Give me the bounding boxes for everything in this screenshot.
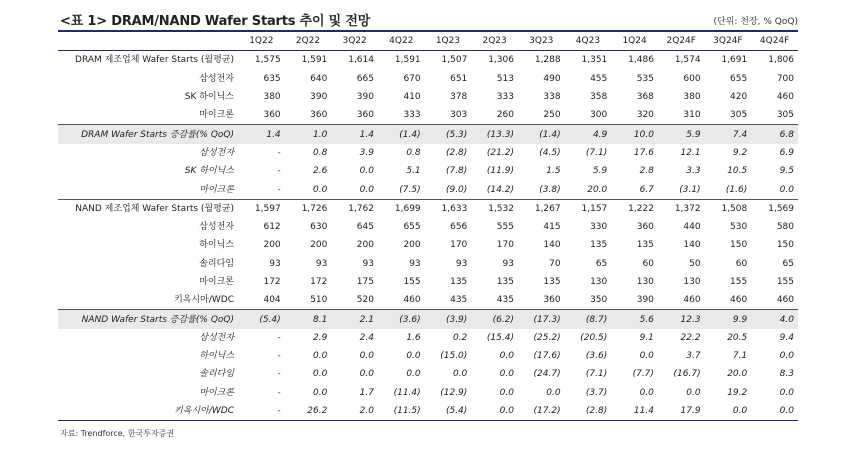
- value-cell: 60: [642, 258, 654, 269]
- value-cell: 0.0: [499, 369, 514, 380]
- value-cell: 0.0: [546, 387, 561, 398]
- row-label: 솔리다임: [199, 369, 235, 380]
- value-cell: (5.4): [425, 402, 472, 421]
- value-cell: 305: [730, 110, 748, 121]
- value-cell: 380: [683, 92, 701, 103]
- value-cell: 250: [543, 110, 561, 121]
- column-header: 1Q22: [249, 36, 274, 47]
- table-row: [58, 384, 798, 402]
- value-cell: 50: [689, 258, 701, 269]
- value-cell: 1,726: [285, 199, 332, 218]
- value-cell: (21.2): [486, 147, 514, 158]
- value-cell: (2.8): [565, 402, 612, 421]
- column-header: 2Q22: [295, 36, 321, 47]
- value-cell: 0.0: [471, 402, 518, 421]
- value-cell: 390: [636, 295, 654, 306]
- value-cell: 172: [310, 277, 328, 287]
- value-cell: 1,486: [628, 55, 654, 66]
- value-cell: 6.9: [779, 147, 794, 158]
- value-cell: (14.2): [486, 184, 514, 195]
- value-cell: (11.4): [393, 387, 421, 398]
- value-cell: (3.8): [539, 184, 561, 195]
- value-cell: 2.4: [359, 332, 374, 343]
- header-label-cell: [58, 31, 238, 51]
- value-cell: 305: [776, 110, 794, 121]
- value-cell: 10.0: [611, 125, 658, 144]
- value-cell: 175: [356, 277, 374, 287]
- value-cell: 9.1: [639, 332, 654, 343]
- value-cell: (3.7): [585, 387, 608, 398]
- value-cell: (8.7): [565, 310, 612, 329]
- table-row: [58, 365, 798, 383]
- value-cell: 404: [263, 295, 281, 306]
- value-cell: 12.1: [680, 147, 701, 158]
- row-label: 마이크론: [199, 277, 235, 287]
- value-cell: 2.8: [639, 166, 654, 177]
- value-cell: 8.1: [285, 310, 332, 329]
- table-row: [58, 218, 798, 236]
- value-cell: 555: [496, 222, 514, 233]
- value-cell: 415: [543, 222, 561, 233]
- table-row: [58, 255, 798, 273]
- value-cell: (17.3): [518, 310, 565, 329]
- value-cell: 22.2: [680, 332, 701, 343]
- value-cell: 0.0: [705, 402, 752, 421]
- row-label: 키옥시아/WDC: [174, 295, 235, 306]
- value-cell: 1,372: [658, 199, 705, 218]
- value-cell: (5.3): [425, 125, 472, 144]
- value-cell: 360: [543, 295, 561, 306]
- value-cell: 8.3: [779, 369, 794, 380]
- column-header: 1Q23: [435, 36, 461, 47]
- value-cell: 2.1: [331, 310, 378, 329]
- value-cell: 303: [450, 110, 468, 121]
- column-header: 4Q23: [575, 36, 601, 47]
- column-header: 4Q22: [389, 36, 414, 47]
- value-cell: 5.9: [592, 166, 608, 177]
- value-cell: 150: [730, 240, 748, 251]
- value-cell: (17.6): [533, 351, 561, 362]
- value-cell: 0.0: [779, 387, 794, 398]
- value-cell: (7.1): [585, 369, 608, 380]
- value-cell: (9.0): [445, 184, 468, 195]
- value-cell: 155: [403, 277, 421, 287]
- value-cell: (7.8): [445, 166, 468, 177]
- value-cell: 640: [310, 73, 328, 84]
- value-cell: 1,614: [348, 55, 374, 66]
- value-cell: 7.1: [732, 351, 748, 362]
- value-cell: 17.9: [658, 402, 705, 421]
- value-cell: (1.4): [518, 125, 565, 144]
- value-cell: 435: [496, 295, 514, 306]
- value-cell: 93: [315, 258, 328, 269]
- value-cell: 0.0: [499, 387, 514, 398]
- value-cell: -: [238, 402, 285, 421]
- value-cell: 1,508: [705, 199, 752, 218]
- table-row: [58, 236, 798, 254]
- value-cell: (15.0): [440, 351, 468, 362]
- value-cell: 0.0: [359, 166, 374, 177]
- value-cell: 1,574: [674, 55, 701, 66]
- value-cell: 310: [683, 110, 701, 121]
- value-cell: 0.0: [779, 184, 794, 195]
- table-row: [58, 199, 798, 218]
- value-cell: 460: [403, 295, 421, 306]
- value-cell: 1,691: [721, 55, 748, 66]
- value-cell: (3.6): [378, 310, 425, 329]
- table-row: [58, 347, 798, 365]
- value-cell: 10.5: [727, 166, 748, 177]
- value-cell: 700: [776, 73, 794, 84]
- value-cell: 440: [683, 222, 701, 233]
- value-cell: 320: [636, 110, 654, 121]
- value-cell: -: [277, 351, 281, 362]
- value-cell: 260: [496, 110, 514, 121]
- value-cell: 26.2: [285, 402, 332, 421]
- value-cell: 60: [735, 258, 748, 269]
- value-cell: 7.4: [705, 125, 752, 144]
- value-cell: 1,569: [751, 199, 798, 218]
- column-header: 3Q22: [342, 36, 367, 47]
- table-row: [58, 162, 798, 180]
- row-label: DRAM 제조업체 Wafer Starts (월평균): [75, 55, 235, 66]
- value-cell: 4.9: [565, 125, 612, 144]
- value-cell: 656: [450, 222, 468, 233]
- value-cell: 1,591: [394, 55, 421, 66]
- value-cell: 612: [263, 222, 281, 233]
- value-cell: 300: [590, 110, 608, 121]
- value-cell: 130: [590, 277, 608, 287]
- column-header: 1Q24: [622, 36, 647, 47]
- table-row: [58, 402, 798, 421]
- row-label: DRAM Wafer Starts 증감률(% QoQ): [58, 125, 238, 144]
- value-cell: 0.0: [779, 351, 794, 362]
- column-header: 2Q24F: [666, 36, 696, 47]
- value-cell: 135: [590, 240, 608, 251]
- value-cell: 140: [683, 240, 701, 251]
- value-cell: 0.0: [452, 369, 468, 380]
- value-cell: -: [277, 147, 281, 158]
- value-cell: 1,157: [565, 199, 612, 218]
- value-cell: 1,806: [768, 55, 794, 66]
- value-cell: (25.2): [533, 332, 561, 343]
- value-cell: 0.0: [313, 387, 328, 398]
- row-label: 마이크론: [199, 387, 235, 398]
- value-cell: 0.2: [452, 332, 468, 343]
- value-cell: 580: [776, 222, 794, 233]
- value-cell: 510: [310, 295, 328, 306]
- value-cell: 2.6: [313, 166, 328, 177]
- value-cell: 460: [730, 295, 748, 306]
- value-cell: 0.8: [406, 147, 421, 158]
- value-cell: (16.7): [673, 369, 701, 380]
- value-cell: 170: [450, 240, 468, 251]
- value-cell: 1,699: [378, 199, 425, 218]
- value-cell: 6.8: [751, 125, 798, 144]
- value-cell: 3.7: [686, 351, 701, 362]
- value-cell: 333: [403, 110, 421, 121]
- value-cell: 4.0: [751, 310, 798, 329]
- value-cell: 135: [450, 277, 468, 287]
- table-row: [58, 329, 798, 347]
- value-cell: 172: [263, 277, 281, 287]
- value-cell: 20.0: [727, 369, 748, 380]
- value-cell: 360: [263, 110, 281, 121]
- table-row: [58, 273, 798, 291]
- row-label: SK 하이닉스: [184, 166, 235, 177]
- value-cell: 368: [636, 92, 654, 103]
- value-cell: 635: [263, 73, 281, 84]
- row-label: NAND Wafer Starts 증감률(% QoQ): [58, 310, 238, 329]
- value-cell: 65: [782, 258, 794, 269]
- value-cell: 0.0: [639, 351, 654, 362]
- value-cell: (12.9): [440, 387, 468, 398]
- value-cell: 155: [776, 277, 794, 287]
- value-cell: 20.5: [727, 332, 748, 343]
- value-cell: 655: [403, 222, 421, 233]
- value-cell: 150: [776, 240, 794, 251]
- value-cell: 200: [263, 240, 281, 251]
- table-row: [58, 180, 798, 199]
- value-cell: 135: [496, 277, 514, 287]
- value-cell: 0.8: [313, 147, 328, 158]
- table-row: [58, 144, 798, 162]
- value-cell: -: [277, 332, 281, 343]
- value-cell: 1.4: [238, 125, 285, 144]
- value-cell: 6.7: [639, 184, 654, 195]
- value-cell: 1,222: [611, 199, 658, 218]
- value-cell: 3.9: [359, 147, 374, 158]
- row-label: 삼성전자: [199, 147, 235, 158]
- value-cell: 0.0: [406, 351, 421, 362]
- value-cell: 0.0: [359, 184, 374, 195]
- value-cell: 390: [356, 92, 374, 103]
- value-cell: -: [277, 166, 281, 177]
- value-cell: 410: [403, 92, 421, 103]
- value-cell: 435: [450, 295, 468, 306]
- value-cell: (7.5): [399, 184, 421, 195]
- table-row: [58, 88, 798, 106]
- value-cell: 0.0: [751, 402, 798, 421]
- value-cell: 455: [590, 73, 608, 84]
- value-cell: 330: [590, 222, 608, 233]
- column-header: 4Q24F: [759, 36, 790, 47]
- value-cell: 360: [356, 110, 374, 121]
- value-cell: 130: [683, 277, 701, 287]
- table-title: <표 1> DRAM/NAND Wafer Starts 추이 및 전망: [60, 14, 371, 29]
- table-row: [58, 125, 798, 144]
- value-cell: 645: [356, 222, 374, 233]
- value-cell: 350: [590, 295, 608, 306]
- value-cell: (7.1): [585, 147, 608, 158]
- value-cell: 5.1: [406, 166, 421, 177]
- value-cell: 490: [543, 73, 561, 84]
- value-cell: 513: [496, 73, 514, 84]
- value-cell: 460: [683, 295, 701, 306]
- value-cell: 0.0: [499, 351, 514, 362]
- value-cell: 9.4: [779, 332, 794, 343]
- value-cell: 2.0: [331, 402, 378, 421]
- value-cell: 460: [776, 92, 794, 103]
- value-cell: 630: [310, 222, 328, 233]
- value-cell: 140: [543, 240, 561, 251]
- row-label: 마이크론: [199, 184, 235, 195]
- value-cell: 200: [403, 240, 421, 251]
- value-cell: 135: [543, 277, 561, 287]
- value-cell: 1,591: [301, 55, 328, 66]
- row-label: 키옥시아/WDC: [58, 402, 238, 421]
- value-cell: 70: [549, 258, 561, 269]
- value-cell: 1.5: [546, 166, 561, 177]
- value-cell: 530: [730, 222, 748, 233]
- wafer-starts-table: [58, 30, 798, 421]
- value-cell: 93: [502, 258, 514, 269]
- value-cell: 9.5: [779, 166, 794, 177]
- table-row: [58, 310, 798, 329]
- value-cell: 670: [403, 73, 421, 84]
- value-cell: 17.6: [633, 147, 654, 158]
- value-cell: 520: [356, 295, 374, 306]
- value-cell: 5.9: [658, 125, 705, 144]
- value-cell: 130: [636, 277, 654, 287]
- table-row: [58, 51, 798, 70]
- value-cell: 1.6: [406, 332, 421, 343]
- value-cell: 360: [636, 222, 654, 233]
- value-cell: (3.1): [679, 184, 701, 195]
- header-row: [58, 31, 798, 51]
- value-cell: (3.6): [585, 351, 608, 362]
- value-cell: 1,532: [471, 199, 518, 218]
- value-cell: 1.7: [359, 387, 374, 398]
- value-cell: 93: [269, 258, 281, 269]
- value-cell: (5.4): [238, 310, 285, 329]
- value-cell: -: [277, 387, 281, 398]
- value-cell: (24.7): [533, 369, 561, 380]
- value-cell: 0.0: [686, 387, 701, 398]
- value-cell: 9.2: [732, 147, 748, 158]
- value-cell: 11.4: [611, 402, 658, 421]
- value-cell: 93: [455, 258, 468, 269]
- value-cell: 0.0: [313, 369, 328, 380]
- value-cell: 12.3: [658, 310, 705, 329]
- value-cell: 135: [636, 240, 654, 251]
- value-cell: 1,351: [581, 55, 608, 66]
- value-cell: (1.4): [378, 125, 425, 144]
- row-label: 삼성전자: [199, 73, 235, 84]
- row-label: 솔리다임: [199, 258, 235, 269]
- row-label: 삼성전자: [199, 332, 235, 343]
- value-cell: 20.0: [587, 184, 608, 195]
- table-row: [58, 70, 798, 88]
- value-cell: (15.4): [486, 332, 514, 343]
- value-cell: 2.9: [313, 332, 328, 343]
- value-cell: 19.2: [727, 387, 748, 398]
- value-cell: 0.0: [313, 351, 328, 362]
- value-cell: (13.3): [471, 125, 518, 144]
- value-cell: 420: [730, 92, 748, 103]
- value-cell: 1,507: [441, 55, 468, 66]
- value-cell: 358: [590, 92, 608, 103]
- value-cell: 380: [263, 92, 281, 103]
- value-cell: 651: [450, 73, 468, 84]
- unit-note: (단위: 천장, % QoQ): [713, 17, 798, 27]
- value-cell: 93: [409, 258, 421, 269]
- value-cell: 5.6: [611, 310, 658, 329]
- value-cell: 333: [496, 92, 514, 103]
- row-label: 마이크론: [199, 110, 235, 121]
- row-label: NAND 제조업체 Wafer Starts (월평균): [58, 199, 238, 218]
- value-cell: 200: [356, 240, 374, 251]
- row-label: SK 하이닉스: [184, 92, 235, 103]
- value-cell: 0.0: [639, 387, 654, 398]
- value-cell: 665: [356, 73, 374, 84]
- table-row: [58, 291, 798, 310]
- value-cell: 1.0: [285, 125, 332, 144]
- value-cell: (7.7): [632, 369, 654, 380]
- value-cell: 1,597: [238, 199, 285, 218]
- value-cell: 1,575: [254, 55, 281, 66]
- value-cell: 390: [310, 92, 328, 103]
- source-note: 자료: Trendforce, 한국투자증권: [60, 429, 175, 438]
- value-cell: 0.0: [406, 369, 421, 380]
- value-cell: (4.5): [539, 147, 561, 158]
- value-cell: 360: [310, 110, 328, 121]
- value-cell: 1,762: [331, 199, 378, 218]
- value-cell: 155: [730, 277, 748, 287]
- value-cell: (2.8): [445, 147, 468, 158]
- value-cell: 1.4: [331, 125, 378, 144]
- value-cell: 1,306: [488, 55, 514, 66]
- value-cell: (11.5): [378, 402, 425, 421]
- value-cell: 9.9: [705, 310, 752, 329]
- value-cell: 460: [776, 295, 794, 306]
- value-cell: (20.5): [580, 332, 608, 343]
- column-header: 3Q24F: [713, 36, 743, 47]
- row-label: 하이닉스: [199, 240, 235, 251]
- value-cell: 1,267: [518, 199, 565, 218]
- value-cell: -: [277, 369, 281, 380]
- value-cell: 655: [730, 73, 748, 84]
- value-cell: (1.6): [725, 184, 748, 195]
- value-cell: 535: [636, 73, 654, 84]
- value-cell: 378: [450, 92, 468, 103]
- value-cell: (11.9): [486, 166, 514, 177]
- row-label: 삼성전자: [199, 222, 235, 233]
- column-header: 3Q23: [529, 36, 554, 47]
- value-cell: 1,288: [534, 55, 561, 66]
- value-cell: 0.0: [359, 369, 374, 380]
- value-cell: (17.2): [518, 402, 565, 421]
- value-cell: 170: [496, 240, 514, 251]
- table-body: [58, 51, 798, 421]
- value-cell: -: [277, 184, 281, 195]
- value-cell: 0.0: [313, 184, 328, 195]
- value-cell: 3.3: [686, 166, 701, 177]
- value-cell: 200: [310, 240, 328, 251]
- value-cell: 65: [595, 258, 608, 269]
- value-cell: (6.2): [471, 310, 518, 329]
- value-cell: (3.9): [425, 310, 472, 329]
- value-cell: 93: [362, 258, 374, 269]
- column-header: 2Q23: [482, 36, 507, 47]
- value-cell: 0.0: [359, 351, 374, 362]
- value-cell: 1,633: [425, 199, 472, 218]
- value-cell: 600: [683, 73, 701, 84]
- table-row: [58, 106, 798, 125]
- value-cell: 338: [543, 92, 561, 103]
- row-label: 하이닉스: [199, 351, 235, 362]
